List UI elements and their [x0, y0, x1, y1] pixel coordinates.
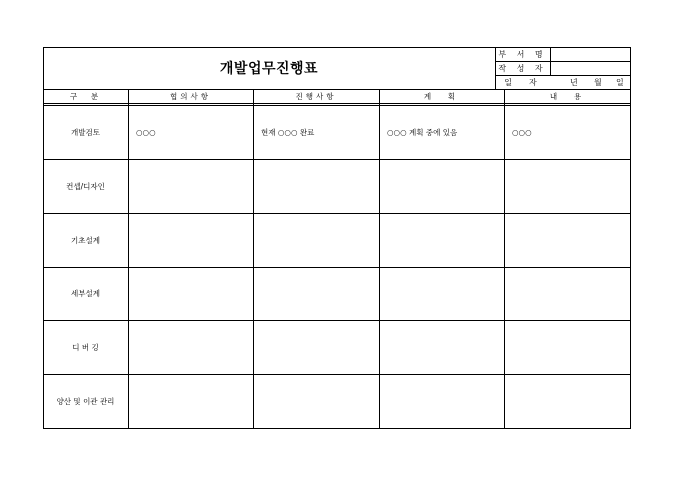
row-label-debugging: 디 버 깅 — [72, 342, 99, 352]
cell-concept-plan[interactable] — [379, 159, 504, 213]
cell-basic-progress[interactable] — [253, 213, 379, 267]
progress-sheet — [43, 47, 631, 429]
cell-detail-progress[interactable] — [253, 267, 379, 320]
cell-production-discussion[interactable] — [128, 374, 253, 429]
header-discussion: 협의사항 — [170, 92, 211, 101]
cell-production-progress[interactable] — [253, 374, 379, 429]
row-label-concept-design: 컨셉/디자인 — [66, 181, 105, 191]
author-label: 작 성 자 — [498, 63, 547, 73]
header-bottom-line — [43, 103, 631, 104]
department-field[interactable] — [550, 47, 631, 61]
date-day: 일 — [616, 77, 624, 87]
author-field[interactable] — [550, 61, 631, 75]
cell-debug-content[interactable] — [504, 320, 631, 374]
department-label: 부 서 명 — [498, 49, 547, 59]
cell-dev-review-content[interactable]: ○○○ — [512, 127, 532, 137]
cell-basic-content[interactable] — [504, 213, 631, 267]
cell-debug-discussion[interactable] — [128, 320, 253, 374]
row-label-dev-review: 개발검토 — [71, 127, 100, 137]
cell-detail-discussion[interactable] — [128, 267, 253, 320]
cell-debug-progress[interactable] — [253, 320, 379, 374]
cell-detail-plan[interactable] — [379, 267, 504, 320]
row-label-basic-design: 기초설계 — [71, 235, 100, 245]
cell-production-plan[interactable] — [379, 374, 504, 429]
cell-concept-discussion[interactable] — [128, 159, 253, 213]
row-label-production-transfer: 양산 및 이관 관리 — [56, 397, 115, 406]
cell-concept-progress[interactable] — [253, 159, 379, 213]
cell-detail-content[interactable] — [504, 267, 631, 320]
header-category: 구 분 — [69, 92, 102, 101]
date-field[interactable] — [550, 75, 631, 89]
cell-debug-plan[interactable] — [379, 320, 504, 374]
header-content: 내 용 — [549, 92, 586, 101]
header-progress: 진행사항 — [295, 92, 337, 101]
cell-dev-review-progress[interactable]: 현재 ○○○ 완료 — [261, 127, 315, 137]
cell-concept-content[interactable] — [504, 159, 631, 213]
cell-production-content[interactable] — [504, 374, 631, 429]
date-month: 월 — [594, 77, 602, 87]
cell-dev-review-discussion[interactable]: ○○○ — [136, 127, 156, 137]
date-year: 년 — [570, 77, 578, 87]
row-label-detail-design: 세부설계 — [71, 289, 100, 298]
cell-basic-plan[interactable] — [379, 213, 504, 267]
header-plan: 계 획 — [423, 92, 460, 101]
cell-basic-discussion[interactable] — [128, 213, 253, 267]
date-label: 일 자 — [504, 77, 541, 87]
document-title: 개발업무진행표 — [219, 61, 319, 77]
cell-dev-review-plan[interactable]: ○○○ 계획 중에 있음 — [387, 127, 458, 137]
